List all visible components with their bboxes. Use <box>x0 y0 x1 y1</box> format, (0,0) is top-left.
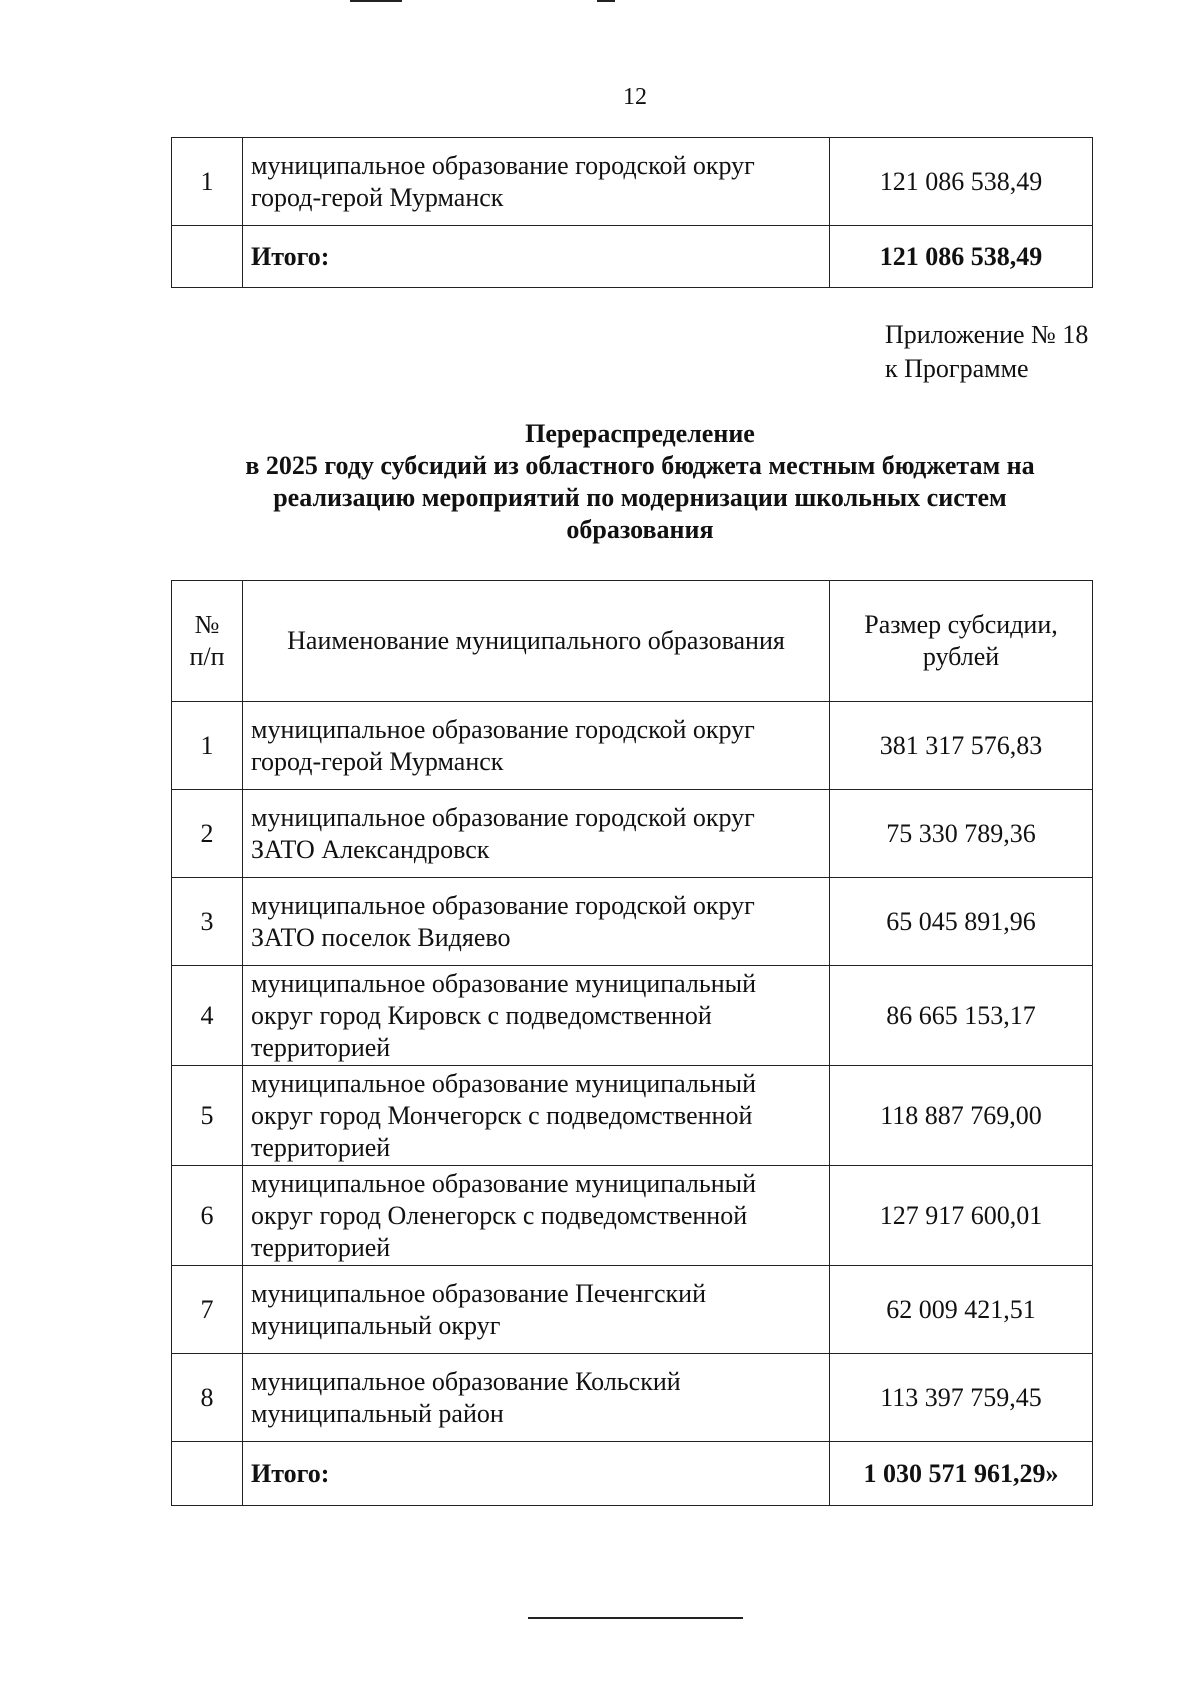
table-row <box>172 790 1093 878</box>
header-amount: Размер субсидии, рублей <box>830 581 1093 702</box>
subsidy-amount: 127 917 600,01 <box>830 1166 1093 1266</box>
bottom-divider <box>528 1617 743 1619</box>
municipality-name: муниципальное образование городской округ ЗАТО Александровск <box>243 790 830 878</box>
subsidy-table <box>171 580 1093 1506</box>
title-line-2: в 2025 году субсидий из областного бюджета местным бюджетам на <box>245 451 1035 480</box>
municipality-name: муниципальное образование муниципальный округ город Кировск с подведомственной территорией <box>243 966 830 1066</box>
municipality-name: муниципальное образование муниципальный округ город Мончегорск с подведомственной территорией <box>243 1066 830 1166</box>
municipality-name: муниципальное образование городской округ ЗАТО поселок Видяево <box>243 878 830 966</box>
municipality-name: муниципальное образование городской округ город-герой Мурманск <box>243 702 830 790</box>
subsidy-amount: 75 330 789,36 <box>830 790 1093 878</box>
total-row <box>172 1442 1093 1506</box>
row-number: 4 <box>172 966 243 1066</box>
total-label: Итого: <box>243 226 830 288</box>
page-number: 12 <box>623 84 647 110</box>
subsidy-amount: 121 086 538,49 <box>830 138 1093 226</box>
subsidy-amount: 381 317 576,83 <box>830 702 1093 790</box>
municipality-name: муниципальное образование Печенгский муниципальный округ <box>243 1266 830 1354</box>
table-row <box>172 1354 1093 1442</box>
municipality-name: муниципальное образование Кольский муниципальный район <box>243 1354 830 1442</box>
row-number: 7 <box>172 1266 243 1354</box>
table-row <box>172 1166 1093 1266</box>
row-number: 8 <box>172 1354 243 1442</box>
table-row <box>172 966 1093 1066</box>
total-amount: 121 086 538,49 <box>830 226 1093 288</box>
row-number: 3 <box>172 878 243 966</box>
appendix-line-1: Приложение № 18 <box>885 320 1089 349</box>
title-line-1: Перераспределение <box>525 419 755 448</box>
table-row <box>172 1066 1093 1166</box>
subsidy-amount: 62 009 421,51 <box>830 1266 1093 1354</box>
row-number: 1 <box>172 702 243 790</box>
subsidy-amount: 118 887 769,00 <box>830 1066 1093 1166</box>
table-row <box>172 138 1093 226</box>
empty-cell <box>172 226 243 288</box>
empty-cell <box>172 1442 243 1506</box>
total-label: Итого: <box>243 1442 830 1506</box>
municipality-name: муниципальное образование муниципальный округ город Оленегорск с подведомственной территорией <box>243 1166 830 1266</box>
top-scan-mark-right <box>597 0 615 2</box>
document-title <box>160 418 1120 546</box>
row-number: 2 <box>172 790 243 878</box>
table-row <box>172 702 1093 790</box>
row-number: 1 <box>172 138 243 226</box>
row-number: 5 <box>172 1066 243 1166</box>
table-row <box>172 1266 1093 1354</box>
appendix-note <box>885 318 1088 386</box>
header-num: № п/п <box>172 581 243 702</box>
subsidy-amount: 113 397 759,45 <box>830 1354 1093 1442</box>
header-row <box>172 581 1093 702</box>
total-row <box>172 226 1093 288</box>
header-name: Наименование муниципального образования <box>243 581 830 702</box>
table-row <box>172 878 1093 966</box>
subsidy-amount: 86 665 153,17 <box>830 966 1093 1066</box>
title-line-3: реализацию мероприятий по модернизации школьных систем <box>273 483 1007 512</box>
total-amount: 1 030 571 961,29» <box>830 1442 1093 1506</box>
row-number: 6 <box>172 1166 243 1266</box>
top-scan-mark-left <box>350 0 402 2</box>
subsidy-amount: 65 045 891,96 <box>830 878 1093 966</box>
top-table <box>171 137 1093 288</box>
municipality-name: муниципальное образование городской округ город-герой Мурманск <box>243 138 830 226</box>
appendix-line-2: к Программе <box>885 354 1029 383</box>
title-line-4: образования <box>566 515 714 544</box>
